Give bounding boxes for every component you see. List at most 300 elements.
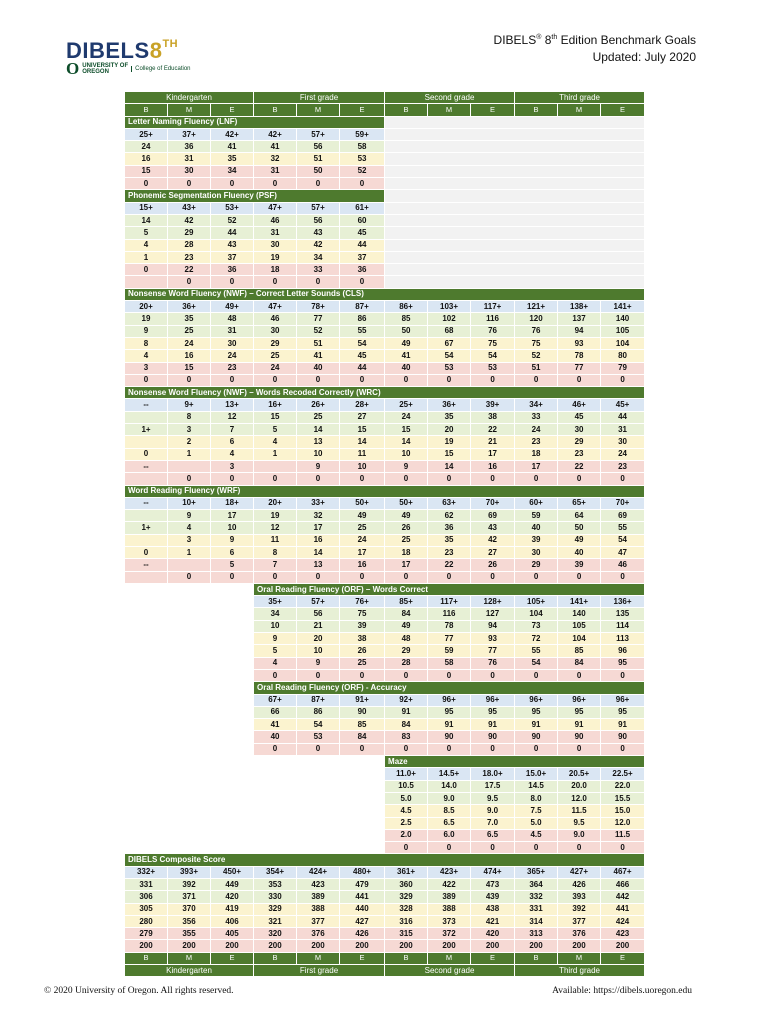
- score-cell: 18: [515, 448, 558, 460]
- score-cell: 141+: [558, 596, 601, 608]
- score-cell: 36: [428, 522, 471, 534]
- period-label: B: [254, 952, 297, 964]
- score-cell: 50: [385, 325, 428, 337]
- blank-cell: [125, 657, 254, 669]
- score-cell: 15.0: [601, 805, 645, 817]
- score-cell: 31: [168, 153, 211, 165]
- score-cell: 25+: [385, 399, 428, 411]
- score-cell: 376: [558, 928, 601, 940]
- score-cell: 4.5: [515, 829, 558, 841]
- score-cell: 54: [471, 350, 515, 362]
- section-title: Maze: [385, 756, 645, 768]
- score-cell: 200: [558, 940, 601, 952]
- bottom-bme-row: [125, 952, 645, 964]
- score-cell: 42: [168, 214, 211, 226]
- section-title-row: [125, 583, 645, 595]
- score-cell: 9: [168, 510, 211, 522]
- score-cell: 37: [340, 251, 385, 263]
- score-cell: 0: [297, 743, 340, 755]
- score-cell: 34: [297, 251, 340, 263]
- score-cell: [168, 559, 211, 571]
- score-cell: 84: [340, 731, 385, 743]
- score-cell: 23: [168, 251, 211, 263]
- score-cell: 15: [254, 411, 297, 423]
- score-cell: 95: [558, 706, 601, 718]
- copyright-text: © 2020 University of Oregon. All rights reserved.: [44, 986, 234, 996]
- period-label: E: [471, 104, 515, 116]
- score-cell: 14: [428, 460, 471, 472]
- score-cell: 36: [340, 264, 385, 276]
- score-cell: 0: [515, 743, 558, 755]
- score-cell: 0: [125, 448, 168, 460]
- period-label: E: [211, 952, 254, 964]
- score-cell: 54: [428, 350, 471, 362]
- score-cell: 104: [601, 337, 645, 349]
- score-cell: 105+: [515, 596, 558, 608]
- score-cell: 11.5: [601, 829, 645, 841]
- section-title-row: [125, 854, 645, 866]
- score-cell: [125, 510, 168, 522]
- score-cell: 5: [254, 645, 297, 657]
- score-cell: 361+: [385, 866, 428, 878]
- score-cell: 14: [385, 436, 428, 448]
- score-cell: 373: [428, 915, 471, 927]
- score-cell: 58: [428, 657, 471, 669]
- score-cell: 12: [211, 411, 254, 423]
- score-cell: 45: [340, 350, 385, 362]
- score-cell: 28: [168, 239, 211, 251]
- score-cell: 48: [211, 313, 254, 325]
- blank-cell: [385, 264, 645, 276]
- score-cell: 66: [254, 706, 297, 718]
- score-cell: 0: [340, 743, 385, 755]
- score-cell: 438: [471, 903, 515, 915]
- score-cell: 13+: [211, 399, 254, 411]
- score-cell: 331: [125, 879, 168, 891]
- score-cell: 57+: [297, 202, 340, 214]
- score-cell: 127: [471, 608, 515, 620]
- score-cell: 0: [254, 374, 297, 386]
- score-cell: 0: [601, 374, 645, 386]
- score-cell: 329: [254, 903, 297, 915]
- period-label: B: [125, 104, 168, 116]
- score-cell: 58: [340, 141, 385, 153]
- score-cell: 32: [254, 153, 297, 165]
- score-cell: 17: [211, 510, 254, 522]
- score-cell: 19: [428, 436, 471, 448]
- score-cell: 70+: [601, 497, 645, 509]
- score-cell: 85+: [385, 596, 428, 608]
- table-row: [125, 633, 645, 645]
- score-cell: 86: [297, 706, 340, 718]
- period-label: E: [601, 104, 645, 116]
- score-cell: 5.0: [515, 817, 558, 829]
- score-cell: 29: [168, 227, 211, 239]
- score-cell: 67: [428, 337, 471, 349]
- score-cell: 10: [297, 645, 340, 657]
- score-cell: 59: [515, 510, 558, 522]
- logo-university-of: UNIVERSITY OF: [82, 63, 129, 69]
- section-title: DIBELS Composite Score: [125, 854, 645, 866]
- score-cell: 23: [211, 362, 254, 374]
- score-cell: 104: [558, 633, 601, 645]
- score-cell: 14.5: [515, 780, 558, 792]
- score-cell: 6.0: [428, 829, 471, 841]
- score-cell: 0: [515, 669, 558, 681]
- table-row: [125, 805, 645, 817]
- score-cell: 0: [297, 571, 340, 583]
- period-label: M: [558, 104, 601, 116]
- score-cell: 9.0: [428, 792, 471, 804]
- score-cell: 50+: [340, 497, 385, 509]
- score-cell: 53: [297, 731, 340, 743]
- score-cell: 24: [254, 362, 297, 374]
- score-cell: 200: [471, 940, 515, 952]
- score-cell: 18: [385, 546, 428, 558]
- score-cell: 479: [340, 879, 385, 891]
- score-cell: 365+: [515, 866, 558, 878]
- period-label: B: [385, 104, 428, 116]
- table-row: [125, 940, 645, 952]
- score-cell: 140: [558, 608, 601, 620]
- score-cell: 56: [297, 608, 340, 620]
- score-cell: 63+: [428, 497, 471, 509]
- score-cell: 35: [428, 411, 471, 423]
- grade-header-1: First grade: [254, 92, 385, 104]
- score-cell: 24: [601, 448, 645, 460]
- score-cell: 43: [211, 239, 254, 251]
- score-cell: 117+: [471, 301, 515, 313]
- score-cell: 2: [168, 436, 211, 448]
- score-cell: 91: [601, 719, 645, 731]
- score-cell: 77: [558, 362, 601, 374]
- score-cell: 406: [211, 915, 254, 927]
- score-cell: 84: [385, 719, 428, 731]
- score-cell: 0: [471, 473, 515, 485]
- score-cell: 9: [211, 534, 254, 546]
- table-row: [125, 571, 645, 583]
- score-cell: 49: [385, 620, 428, 632]
- score-cell: 51: [297, 337, 340, 349]
- score-cell: 141+: [601, 301, 645, 313]
- table-row: [125, 719, 645, 731]
- score-cell: 0: [211, 374, 254, 386]
- score-cell: 9.5: [471, 792, 515, 804]
- score-cell: 0: [471, 743, 515, 755]
- score-cell: 30: [168, 165, 211, 177]
- score-cell: 17: [515, 460, 558, 472]
- score-cell: 17: [297, 522, 340, 534]
- score-cell: 92+: [385, 694, 428, 706]
- score-cell: 121+: [515, 301, 558, 313]
- period-label: M: [558, 952, 601, 964]
- table-row: [125, 411, 645, 423]
- score-cell: 12: [254, 522, 297, 534]
- score-cell: 0: [211, 571, 254, 583]
- score-cell: 353: [254, 879, 297, 891]
- score-cell: 29: [385, 645, 428, 657]
- score-cell: 49: [340, 510, 385, 522]
- score-cell: 68: [428, 325, 471, 337]
- score-cell: 52: [340, 165, 385, 177]
- score-cell: 9: [297, 657, 340, 669]
- score-cell: 39: [515, 534, 558, 546]
- score-cell: 0: [254, 178, 297, 190]
- score-cell: 1: [168, 448, 211, 460]
- score-cell: 0: [471, 374, 515, 386]
- score-cell: 51: [515, 362, 558, 374]
- period-label: M: [428, 104, 471, 116]
- score-cell: 29: [515, 559, 558, 571]
- score-cell: 0: [254, 473, 297, 485]
- score-cell: 422: [428, 879, 471, 891]
- top-bme-row: [125, 104, 645, 116]
- score-cell: 102: [428, 313, 471, 325]
- score-cell: 22.5+: [601, 768, 645, 780]
- title-rest: Edition Benchmark Goals: [557, 33, 696, 47]
- score-cell: 55: [340, 325, 385, 337]
- score-cell: 91: [428, 719, 471, 731]
- score-cell: 30: [254, 325, 297, 337]
- section-title: Letter Naming Fluency (LNF): [125, 116, 385, 128]
- score-cell: 421: [471, 915, 515, 927]
- period-label: B: [385, 952, 428, 964]
- score-cell: 0: [515, 374, 558, 386]
- score-cell: 45: [340, 227, 385, 239]
- score-cell: 51: [297, 153, 340, 165]
- score-cell: 33: [515, 411, 558, 423]
- grade-header-3: Third grade: [515, 965, 645, 977]
- table-row: [125, 829, 645, 841]
- blank-cell: [125, 719, 254, 731]
- score-cell: 91: [558, 719, 601, 731]
- table-row: [125, 202, 645, 214]
- score-cell: 10: [340, 460, 385, 472]
- score-cell: 47+: [254, 301, 297, 313]
- blank-cell: [385, 251, 645, 263]
- score-cell: 5: [254, 424, 297, 436]
- score-cell: 7: [254, 559, 297, 571]
- score-cell: 0: [168, 374, 211, 386]
- score-cell: 30: [254, 239, 297, 251]
- score-cell: 0: [601, 743, 645, 755]
- score-cell: 6.5: [428, 817, 471, 829]
- score-cell: 28: [385, 657, 428, 669]
- period-label: B: [254, 104, 297, 116]
- blank-cell: [125, 780, 385, 792]
- blank-cell: [125, 583, 254, 595]
- benchmark-table: [124, 91, 645, 977]
- table-row: [125, 546, 645, 558]
- score-cell: 26: [471, 559, 515, 571]
- table-row: [125, 510, 645, 522]
- score-cell: [168, 460, 211, 472]
- score-cell: 95: [601, 706, 645, 718]
- table-row: [125, 497, 645, 509]
- score-cell: 36+: [428, 399, 471, 411]
- score-cell: 0: [211, 473, 254, 485]
- score-cell: 16: [168, 350, 211, 362]
- score-cell: --: [125, 399, 168, 411]
- score-cell: 0: [340, 571, 385, 583]
- score-cell: 105: [601, 325, 645, 337]
- score-cell: 0: [125, 546, 168, 558]
- score-cell: 1: [254, 448, 297, 460]
- score-cell: 388: [297, 903, 340, 915]
- score-cell: 354+: [254, 866, 297, 878]
- score-cell: 441: [340, 891, 385, 903]
- score-cell: 392: [168, 879, 211, 891]
- table-row: [125, 141, 645, 153]
- score-cell: 280: [125, 915, 168, 927]
- period-label: E: [340, 952, 385, 964]
- period-label: M: [428, 952, 471, 964]
- score-cell: 39: [340, 620, 385, 632]
- score-cell: 53: [471, 362, 515, 374]
- score-cell: 76: [471, 325, 515, 337]
- table-row: [125, 928, 645, 940]
- score-cell: 90: [340, 706, 385, 718]
- score-cell: 77: [297, 313, 340, 325]
- blank-cell: [125, 596, 254, 608]
- score-cell: 62: [428, 510, 471, 522]
- score-cell: 4: [125, 239, 168, 251]
- period-label: M: [297, 952, 340, 964]
- table-row: [125, 842, 645, 854]
- score-cell: 392: [558, 903, 601, 915]
- score-cell: 10+: [168, 497, 211, 509]
- score-cell: 14: [340, 436, 385, 448]
- score-cell: [254, 460, 297, 472]
- score-cell: 54: [340, 337, 385, 349]
- score-cell: 10: [254, 620, 297, 632]
- blank-cell: [125, 694, 254, 706]
- score-cell: 5: [125, 227, 168, 239]
- score-cell: 423+: [428, 866, 471, 878]
- score-cell: 0: [340, 374, 385, 386]
- score-cell: 78: [558, 350, 601, 362]
- score-cell: 450+: [211, 866, 254, 878]
- score-cell: 76: [471, 657, 515, 669]
- score-cell: 53: [340, 153, 385, 165]
- score-cell: 15+: [125, 202, 168, 214]
- table-row: [125, 780, 645, 792]
- score-cell: 136+: [601, 596, 645, 608]
- score-cell: 441: [601, 903, 645, 915]
- score-cell: 35: [211, 153, 254, 165]
- score-cell: 7.5: [515, 805, 558, 817]
- score-cell: 4.5: [385, 805, 428, 817]
- score-cell: 4: [254, 436, 297, 448]
- score-cell: 3: [168, 534, 211, 546]
- grade-header-0: Kindergarten: [125, 965, 254, 977]
- score-cell: 96+: [428, 694, 471, 706]
- score-cell: 0: [558, 571, 601, 583]
- score-cell: 423: [297, 879, 340, 891]
- table-row: [125, 792, 645, 804]
- score-cell: 0: [385, 743, 428, 755]
- score-cell: 31: [211, 325, 254, 337]
- score-cell: 360: [385, 879, 428, 891]
- oregon-o-icon: O: [66, 59, 80, 78]
- score-cell: 0: [385, 842, 428, 854]
- score-cell: 91: [385, 706, 428, 718]
- score-cell: 47: [601, 546, 645, 558]
- score-cell: 440: [340, 903, 385, 915]
- score-cell: 91: [515, 719, 558, 731]
- title-dibels: DIBELS: [493, 33, 537, 47]
- score-cell: 0: [125, 178, 168, 190]
- score-cell: 28+: [340, 399, 385, 411]
- blank-cell: [125, 731, 254, 743]
- title-th: th: [551, 34, 558, 41]
- score-cell: 320: [254, 928, 297, 940]
- score-cell: 32: [297, 510, 340, 522]
- table-row: [125, 436, 645, 448]
- score-cell: 25: [297, 411, 340, 423]
- score-cell: 25: [340, 522, 385, 534]
- score-cell: 0: [340, 473, 385, 485]
- table-row: [125, 301, 645, 313]
- blank-cell: [125, 768, 385, 780]
- score-cell: 0: [558, 473, 601, 485]
- score-cell: 388: [428, 903, 471, 915]
- score-cell: 90: [471, 731, 515, 743]
- score-cell: 4: [125, 350, 168, 362]
- score-cell: 377: [297, 915, 340, 927]
- score-cell: 27: [340, 411, 385, 423]
- score-cell: 72: [515, 633, 558, 645]
- score-cell: 371: [168, 891, 211, 903]
- score-cell: 442: [601, 891, 645, 903]
- score-cell: 200: [125, 940, 168, 952]
- score-cell: 31: [601, 424, 645, 436]
- score-cell: 0: [601, 842, 645, 854]
- document-title: [494, 29, 696, 49]
- table-row: [125, 128, 645, 140]
- score-cell: 0: [385, 669, 428, 681]
- score-cell: 5.0: [385, 792, 428, 804]
- table-row: [125, 251, 645, 263]
- score-cell: 20+: [125, 301, 168, 313]
- score-cell: 67+: [254, 694, 297, 706]
- score-cell: 15: [340, 424, 385, 436]
- blank-cell: [125, 645, 254, 657]
- score-cell: 315: [385, 928, 428, 940]
- score-cell: 135: [601, 608, 645, 620]
- score-cell: 49: [385, 510, 428, 522]
- section-title: Word Reading Fluency (WRF): [125, 485, 645, 497]
- blank-cell: [385, 153, 645, 165]
- score-cell: 54: [297, 719, 340, 731]
- score-cell: 26: [385, 522, 428, 534]
- score-cell: 52: [297, 325, 340, 337]
- score-cell: 45: [558, 411, 601, 423]
- table-row: [125, 448, 645, 460]
- grade-header-2: Second grade: [385, 965, 515, 977]
- score-cell: 473: [471, 879, 515, 891]
- score-cell: 419: [211, 903, 254, 915]
- score-cell: 77: [471, 645, 515, 657]
- score-cell: 30: [601, 436, 645, 448]
- score-cell: 86: [340, 313, 385, 325]
- score-cell: 200: [515, 940, 558, 952]
- score-cell: 1: [125, 251, 168, 263]
- score-cell: 41: [211, 141, 254, 153]
- score-cell: 316: [385, 915, 428, 927]
- score-cell: 42+: [211, 128, 254, 140]
- grade-header-3: Third grade: [515, 92, 645, 104]
